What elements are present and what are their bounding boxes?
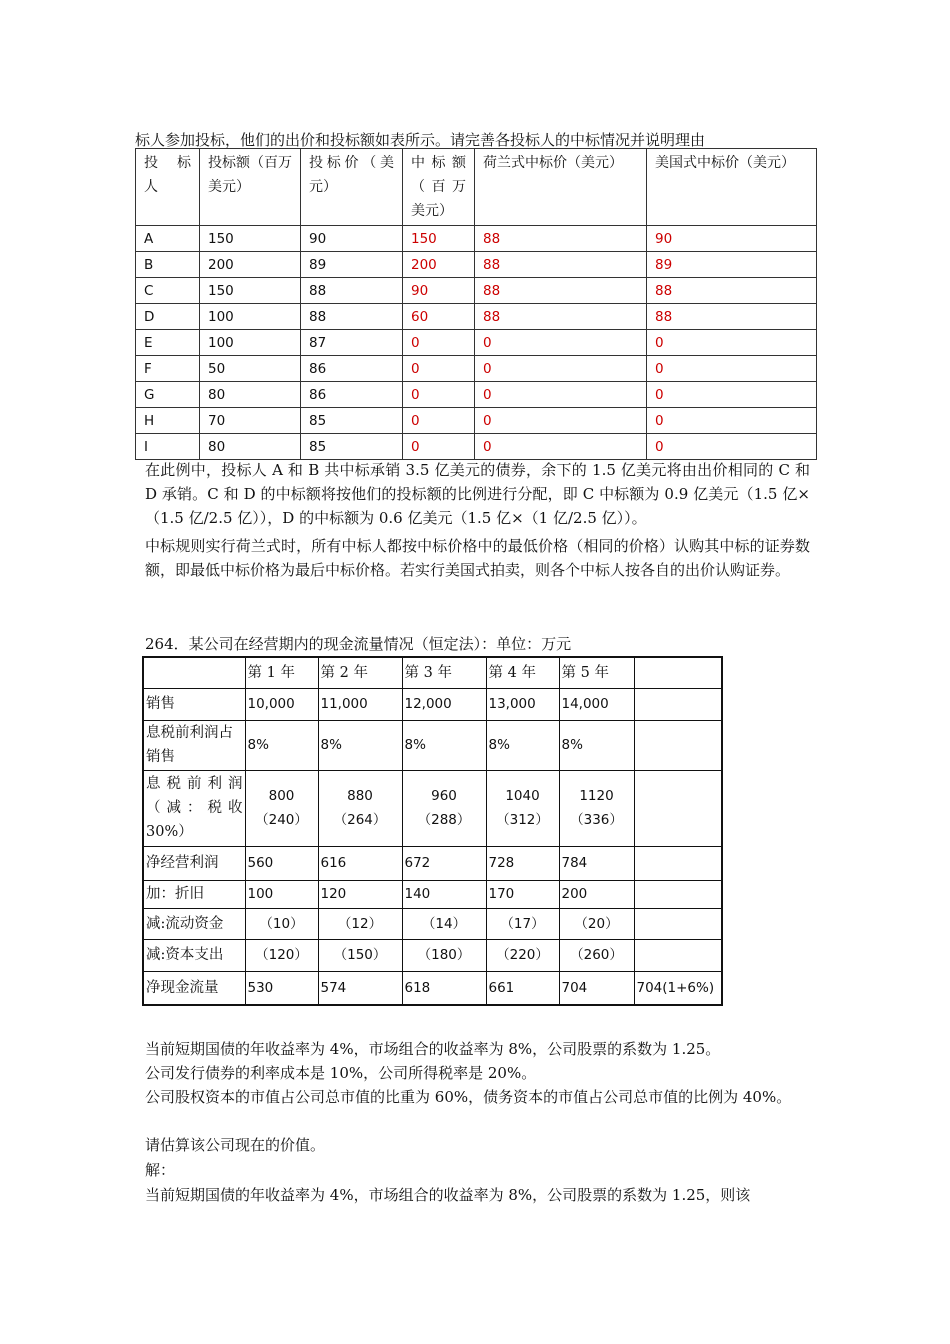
header-american-price: 美国式中标价（美元） [647, 149, 817, 226]
cell-bidder: I [136, 434, 200, 460]
value-cell: 10,000 [245, 688, 318, 720]
value-cell: 11,000 [318, 688, 402, 720]
cell-winning-amount: 0 [403, 434, 475, 460]
cell-bid-price: 87 [301, 330, 403, 356]
value-cell: 140 [402, 880, 486, 908]
value-cell: 728 [486, 846, 559, 880]
year-header: 第 5 年 [559, 657, 634, 688]
row-label: 减:流动资金 [143, 908, 245, 939]
tender-table-header [136, 149, 817, 226]
table-row [143, 720, 722, 770]
cell-winning-amount: 0 [403, 408, 475, 434]
value-cell: 704(1+6%) [634, 971, 722, 1005]
value-cell: 661 [486, 971, 559, 1005]
cell-american-price: 0 [647, 408, 817, 434]
cell-bid-amount: 80 [200, 382, 301, 408]
value-cell: （220） [486, 939, 559, 971]
explanation-paragraph-2: 中标规则实行荷兰式时，所有中标人都按中标价格中的最低价格（相同的价格）认购其中标的证券数额，即最低中标价格为最后中标价格。若实行美国式拍卖，则各个中标人按各自的出价认购证券。 [145, 537, 810, 579]
cell-winning-amount: 60 [403, 304, 475, 330]
cell-american-price: 0 [647, 382, 817, 408]
cell-bid-price: 85 [301, 434, 403, 460]
table-row [136, 356, 817, 382]
table-row [143, 908, 722, 939]
year-header: 第 3 年 [402, 657, 486, 688]
value-cell [486, 770, 559, 846]
cell-bid-price: 88 [301, 278, 403, 304]
tender-table [135, 148, 817, 460]
cell-bid-amount: 150 [200, 278, 301, 304]
cell-dutch-price: 0 [475, 382, 647, 408]
value-cell: 200 [559, 880, 634, 908]
table-row [136, 278, 817, 304]
value-cell: 574 [318, 971, 402, 1005]
value-cell [634, 846, 722, 880]
cash-flow-header [143, 657, 722, 688]
cell-bid-amount: 50 [200, 356, 301, 382]
solution-line-1: 当前短期国债的年收益率为 4%，市场组合的收益率为 8%，公司股票的系数为 1.25，则该 [145, 1186, 751, 1204]
header-dutch-price: 荷兰式中标价（美元） [475, 149, 647, 226]
cell-bid-price: 90 [301, 226, 403, 252]
header-bid-amount: 投标额（百万美元） [200, 149, 301, 226]
cell-bidder: F [136, 356, 200, 382]
value-cell: 8% [245, 720, 318, 770]
row-label: 息税前利润（减：税收 30%） [143, 770, 245, 846]
table-row [143, 971, 722, 1005]
row-label: 销售 [143, 688, 245, 720]
value-top: 880 [347, 788, 373, 804]
year-header: 第 1 年 [245, 657, 318, 688]
row-label: 减:资本支出 [143, 939, 245, 971]
value-cell: 8% [318, 720, 402, 770]
value-cell: 616 [318, 846, 402, 880]
value-cell: （120） [245, 939, 318, 971]
value-cell: 784 [559, 846, 634, 880]
table-row [136, 408, 817, 434]
table-row [136, 330, 817, 356]
cell-winning-amount: 90 [403, 278, 475, 304]
value-cell: 120 [318, 880, 402, 908]
value-cell: 704 [559, 971, 634, 1005]
table-row [136, 252, 817, 278]
row-label: 加：折旧 [143, 880, 245, 908]
corner-cell [143, 657, 245, 688]
cell-dutch-price: 0 [475, 356, 647, 382]
value-cell: 560 [245, 846, 318, 880]
cell-bid-amount: 70 [200, 408, 301, 434]
value-cell [634, 908, 722, 939]
cell-winning-amount: 200 [403, 252, 475, 278]
value-cell: 14,000 [559, 688, 634, 720]
value-cell: 8% [402, 720, 486, 770]
table-row [136, 226, 817, 252]
cell-bidder: A [136, 226, 200, 252]
value-sub: （264） [333, 812, 387, 828]
value-cell: （150） [318, 939, 402, 971]
cell-winning-amount: 0 [403, 382, 475, 408]
cell-dutch-price: 0 [475, 434, 647, 460]
cell-bid-price: 89 [301, 252, 403, 278]
value-sub: （336） [570, 812, 623, 828]
table-row [136, 304, 817, 330]
table-row [143, 846, 722, 880]
condition-line-1: 当前短期国债的年收益率为 4%，市场组合的收益率为 8%，公司股票的系数为 1.25。 [145, 1040, 721, 1058]
value-cell: 100 [245, 880, 318, 908]
cell-dutch-price: 88 [475, 278, 647, 304]
value-cell: 672 [402, 846, 486, 880]
cell-american-price: 90 [647, 226, 817, 252]
cell-bid-amount: 80 [200, 434, 301, 460]
table-row [136, 382, 817, 408]
cell-dutch-price: 0 [475, 330, 647, 356]
cell-bid-price: 85 [301, 408, 403, 434]
value-cell: （180） [402, 939, 486, 971]
cell-american-price: 0 [647, 434, 817, 460]
header-bidder: 投 标人 [136, 149, 200, 226]
cell-dutch-price: 88 [475, 252, 647, 278]
question-line: 请估算该公司现在的价值。 [145, 1136, 326, 1154]
cell-bid-amount: 150 [200, 226, 301, 252]
cell-bidder: D [136, 304, 200, 330]
value-cell: （10） [245, 908, 318, 939]
table-row [143, 770, 722, 846]
question-264-title: 264．某公司在经营期内的现金流量情况（恒定法）：单位：万元 [145, 635, 572, 653]
cell-bid-price: 88 [301, 304, 403, 330]
value-cell: （17） [486, 908, 559, 939]
cell-winning-amount: 0 [403, 356, 475, 382]
year-header [634, 657, 722, 688]
cell-dutch-price: 0 [475, 408, 647, 434]
header-winning-amount: 中标额（百万美元） [403, 149, 475, 226]
value-cell [559, 770, 634, 846]
value-cell: 618 [402, 971, 486, 1005]
value-cell: 8% [559, 720, 634, 770]
value-cell [634, 720, 722, 770]
value-sub: （288） [417, 812, 471, 828]
cell-american-price: 0 [647, 330, 817, 356]
value-top: 1120 [579, 788, 614, 804]
value-cell: 12,000 [402, 688, 486, 720]
value-cell [634, 880, 722, 908]
year-header: 第 2 年 [318, 657, 402, 688]
row-label: 净经营利润 [143, 846, 245, 880]
cell-american-price: 88 [647, 278, 817, 304]
value-cell: （260） [559, 939, 634, 971]
value-sub: （240） [255, 812, 308, 828]
condition-line-2: 公司发行债券的利率成本是 10%，公司所得税率是 20%。 [145, 1064, 537, 1082]
cell-winning-amount: 150 [403, 226, 475, 252]
table-row [143, 688, 722, 720]
header-bid-price: 投标价（美元） [301, 149, 403, 226]
cell-bid-amount: 100 [200, 304, 301, 330]
value-top: 1040 [505, 788, 540, 804]
cell-bidder: E [136, 330, 200, 356]
year-header: 第 4 年 [486, 657, 559, 688]
cell-bid-amount: 200 [200, 252, 301, 278]
cell-bidder: H [136, 408, 200, 434]
value-top: 800 [268, 788, 295, 804]
value-cell: （14） [402, 908, 486, 939]
cell-bid-amount: 100 [200, 330, 301, 356]
table-row [143, 939, 722, 971]
table-row [143, 880, 722, 908]
intro-line: 标人参加投标，他们的出价和投标额如表所示。请完善各投标人的中标情况并说明理由 [135, 131, 706, 149]
value-cell [634, 770, 722, 846]
value-cell [402, 770, 486, 846]
value-cell: 170 [486, 880, 559, 908]
solution-label: 解： [145, 1161, 176, 1179]
value-top: 960 [431, 788, 457, 804]
table-row [136, 434, 817, 460]
value-cell [245, 770, 318, 846]
value-cell: 530 [245, 971, 318, 1005]
value-cell [318, 770, 402, 846]
cell-bidder: C [136, 278, 200, 304]
cell-american-price: 88 [647, 304, 817, 330]
value-cell [634, 939, 722, 971]
value-cell: 13,000 [486, 688, 559, 720]
value-sub: （312） [496, 812, 549, 828]
value-cell [634, 688, 722, 720]
cell-bid-price: 86 [301, 382, 403, 408]
cell-bidder: G [136, 382, 200, 408]
explanation-paragraph-1: 在此例中，投标人 A 和 B 共中标承销 3.5 亿美元的债券，余下的 1.5 亿美元将由出价相同的 C 和 D 承销。C 和 D 的中标额将按他们的投标额的比例进行分配，即 C 中标额为 0.9 亿美元（1.5 亿×（1.5 亿/2.5 亿）），D 的中标额为 0.6 亿美元（1.5 亿×（1 亿/2.5 亿））。 [145, 461, 810, 527]
cell-winning-amount: 0 [403, 330, 475, 356]
cell-bidder: B [136, 252, 200, 278]
cash-flow-table [142, 656, 723, 1006]
row-label: 净现金流量 [143, 971, 245, 1005]
cell-dutch-price: 88 [475, 226, 647, 252]
cell-bid-price: 86 [301, 356, 403, 382]
value-cell: （20） [559, 908, 634, 939]
cell-american-price: 0 [647, 356, 817, 382]
value-cell: （12） [318, 908, 402, 939]
value-cell: 8% [486, 720, 559, 770]
cell-dutch-price: 88 [475, 304, 647, 330]
condition-line-3: 公司股权资本的市值占公司总市值的比重为 60%，债务资本的市值占公司总市值的比例为 40%。 [145, 1088, 792, 1106]
row-label: 息税前利润占销售 [143, 720, 245, 770]
cell-american-price: 89 [647, 252, 817, 278]
